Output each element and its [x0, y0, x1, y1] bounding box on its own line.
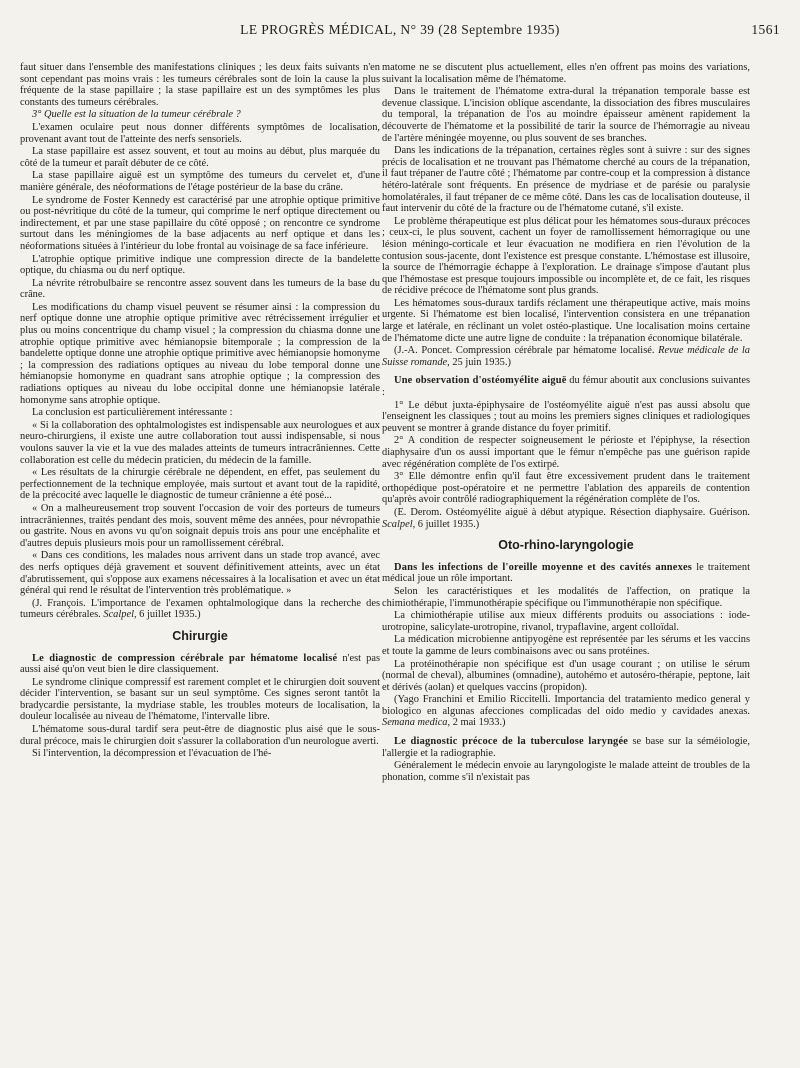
paragraph: La conclusion est particulièrement intéressante :: [32, 407, 233, 419]
reference-date: , 25 juin 1935.): [447, 356, 511, 368]
section-title-oto-rhino-laryngologie: Oto-rhino-laryngologie: [498, 538, 634, 553]
reference-journal: Scalpel: [103, 609, 134, 621]
paragraph: Dans les indications de la trépanation, certaines règles sont à suivre : sur des signes précis de localisation et ne trouvant pas l'hématome cherché au cours de la trépanation, il faut trépaner de l'autre côté ; l'hématome par contre-coup et la compression à distance hétéro-latérale sont fréquents. En présence de mydriase et de parésie ou paralysie homolatérales, il faut trépaner de ce même côté. Dans les cas de localisation douteuse, il faut intervenir du côté de la fracture ou de l'hématome cutané, s'il existe.: [382, 145, 750, 215]
article-lead-text: du fémur aboutit aux conclusions suivantes :: [382, 375, 750, 399]
article-lead-text: se base sur la séméiologie, l'allergie et la radiographie.: [382, 736, 750, 759]
reference-text: (E. Derom. Ostéomyélite aiguë à début atypique. Résection diaphysaire. Guérison.: [394, 506, 750, 518]
paragraph: Le syndrome de Foster Kennedy est caractérisé par une atrophie optique primitive ou post-névritique du côté de la tumeur, qui comprime le nerf optique directement ou indirectement, et par une stase papillaire du côté opposé ; on rencontre ce syndrome surtout dans les méningiomes de la base adjacents au nerf optique et dans les néoformations situées à l'intérieur du lobe frontal au voisinage de sa face inférieure.: [20, 194, 380, 252]
article-heading: Le diagnostic de compression cérébrale par hématome localisé: [32, 652, 338, 664]
quote-paragraph: « Si la collaboration des ophtalmologistes est indispensable aux neurologues et aux neuro-chirurgiens, il existe une autre collaboration tout aussi indispensable, si nous voulons sauver la vie et la vue des malades atteints de tumeurs intracrâniennes. Cette collaboration est celle du médecin praticien, du médecin de la famille.: [20, 419, 380, 466]
quote-paragraph: « Dans ces conditions, les malades nous arrivent dans un stade trop avancé, avec des nerfs optiques déjà gravement et souvent définitivement atteints, avec un état d'abrutissement, qui s'oppose aux examens nécessaires à la localisation et avec un état général qui rend le résultat de l'intervention très problématique. »: [20, 550, 380, 597]
article-heading: Une observation d'ostéomyélite aiguë: [394, 375, 567, 387]
paragraph: L'hématome sous-dural tardif sera peut-être de diagnostic plus aisé que le sous-dural précoce, mais le chirurgien doit s'assurer la collaboration d'un neurologue averti.: [20, 724, 380, 747]
paragraph: La névrite rétrobulbaire se rencontre assez souvent dans les tumeurs de la base du crâne.: [20, 277, 380, 301]
quote-paragraph: « On a malheureusement trop souvent l'occasion de voir des porteurs de tumeurs intracrâniennes, traités pendant des mois, souvent même des années, pour névropathie ou gastrite. Nous en avons vu qu'on soignait depuis trois ans pour une encéphalite et d'autres depuis plusieurs mois pour un ramollissement cérébral.: [20, 502, 380, 549]
paragraph: La chimiothérapie utilise aux mieux différents produits ou associations : iode-urotropine, salicylate-urotropine, rivanol, trypaflavine, argent colloïdal.: [382, 610, 750, 633]
article-heading: Le diagnostic précoce de la tuberculose laryngée: [394, 736, 629, 748]
reference-date: , 2 mai 1933.): [447, 717, 506, 729]
article-lead: [382, 562, 750, 585]
paragraph: La médication microbienne antipyogène est représentée par les sérums et les vaccins et toute la gamme de leurs combinaisons avec ou sans protéines.: [382, 634, 750, 657]
paragraph: Si l'intervention, la décompression et l'évacuation de l'hé-: [32, 748, 272, 760]
reference-text: (J.-A. Poncet. Compression cérébrale par hématome localisé.: [394, 345, 659, 357]
reference-date: , 6 juillet 1935.): [133, 609, 201, 621]
page-header: [20, 22, 780, 42]
paragraph: 1° Le début juxta-épiphysaire de l'ostéomyélite aiguë n'est pas aussi absolu que l'enseignent les classiques ; tout au moins les premiers signes cliniques et radiologiques peuvent se montrer à grande distance du foyer primitif.: [382, 399, 750, 434]
right-column: [382, 62, 750, 784]
reference: [382, 345, 750, 368]
paragraph: L'atrophie optique primitive indique une compression directe de la bandelette optique, du chiasma ou du nerf optique.: [20, 253, 380, 277]
paragraph: Le problème thérapeutique est plus délicat pour les hématomes sous-duraux précoces ; ceux-ci, le plus souvent, cachent un foyer de ramollissement hémorragique ou une lésion méningo-corticale et leur évacuation ne modifiera en rien l'évolution de la contusion sous-jacente, dont l'existence est presque constante. L'hémostase est illusoire, la source de l'hémorragie échappe à l'exploration. Le drainage s'impose d'autant plus que l'hémostase est presque toujours impossible ou incomplète et, de ce fait, les risques de récidive précoce de l'hématome sont plus grands.: [382, 215, 750, 297]
paragraph: matome ne se discutent plus actuellement, elles n'en offrent pas moins des variations, suivant la localisation même de l'hématome.: [382, 62, 750, 85]
paragraph: Les modifications du champ visuel peuvent se résumer ainsi : la compression du nerf optique donne une atrophie optique primitive avec rétrécissement irrégulier et plus ou moins concentrique du champ visuel ; la compression du chiasma donne une atrophie optique primitive avec hémianopsie bitemporale ; la compression de la bandelette optique donne une atrophie optique primitive avec hémianopsie homonyme ; la compression des radiations optiques au niveau du lobe temporal donne une hémianopsie homonyme en quadrant sans atrophie optique ; la compression des radiations optiques au niveau du lobe occipital donne une hémianopsie latérale homonyme sans atrophie optique.: [20, 301, 380, 406]
left-column: [20, 62, 380, 761]
reference-text: (J. François. L'importance de l'examen ophtalmologique dans la recherche des tumeurs cérébrales.: [20, 597, 380, 621]
paragraph: 3° Elle démontre enfin qu'il faut être excessivement prudent dans le traitement orthopédique post-opératoire et ne permettre l'ablation des appareils de contention qu'après avoir contrôlé radiographiquement la régénération complète de l'os.: [382, 471, 750, 506]
article-lead: [382, 375, 750, 398]
article-lead-text: n'est pas aussi aisé qu'on veut bien le dire classiquement.: [20, 652, 380, 676]
paragraph: Selon les caractéristiques et les modalités de l'affection, on pratique la chimiothérapie, l'immunothérapie spécifique ou l'immunothérapie non spécifique.: [382, 585, 750, 609]
paragraph: Les hématomes sous-duraux tardifs réclament une thérapeutique active, mais moins urgente. Si l'hématome est bien localisé, l'intervention consistera en une trépanation large et latérale, en réclinant un volet ostéo-plastique. Une localisation moins certaine de l'hématome dicte une autre ligne de conduite : la trépanation économique bilatérale.: [382, 297, 750, 344]
paragraph: Généralement le médecin envoie au laryngologiste le malade atteint de troubles de la phonation, comme s'il n'existait pas: [382, 760, 750, 783]
reference: [20, 598, 380, 621]
reference-journal: Semana medica: [382, 717, 448, 729]
reference: [382, 694, 750, 729]
reference-journal: Revue médicale de la Suisse romande: [382, 345, 750, 368]
quote-paragraph: « Les résultats de la chirurgie cérébrale ne dépendent, en effet, pas seulement du perfectionnement de la technique employée, mais surtout et avant tout de la rapidité, de la précocité avec laquelle le diagnostic de tumeur crânienne a été posé...: [20, 467, 380, 502]
paragraph: faut situer dans l'ensemble des manifestations cliniques ; les deux faits suivants n'en sont cependant pas moins vrais : les tumeurs cérébrales sont de loin la cause la plus fréquente de la stase papillaire ; la stase papillaire est un des symptômes les plus constants des tumeurs cérébrales.: [20, 62, 380, 108]
page-number: 1561: [751, 22, 780, 37]
paragraph: La stase papillaire aiguë est un symptôme des tumeurs du cervelet et, d'une manière générale, des néoformations de l'étage postérieur de la base du crâne.: [20, 170, 380, 193]
reference-date: , 6 juillet 1935.): [412, 518, 480, 530]
section-title-chirurgie: Chirurgie: [172, 628, 228, 643]
reference: [382, 507, 750, 530]
paragraph: Dans le traitement de l'hématome extra-dural la trépanation temporale basse est devenue classique. L'incision oblique ascendante, la dissociation des fibres musculaires du temporal, la trépanation de l'os au moindre épaisseur amènent rapidement la découverte de l'hématome et la possibilité de tarir la source de l'hémorragie au niveau de l'artère méningée moyenne, ou plus souvent de ses branches.: [382, 86, 750, 144]
journal-title: LE PROGRÈS MÉDICAL, N° 39 (28 Septembre 1935): [240, 22, 560, 37]
article-lead: [382, 736, 750, 759]
question-heading: 3° Quelle est la situation de la tumeur cérébrale ?: [32, 109, 241, 121]
reference-text: (Yago Franchini et Emilio Riccitelli. Importancia del tratamiento medico general y biologico en algunas afecciones complicadas del oido medio y cavidades anexas.: [382, 694, 750, 717]
article-lead-text: le traitement médical joue un rôle important.: [382, 561, 750, 585]
article-heading: Dans les infections de l'oreille moyenne et des cavités annexes: [394, 561, 693, 573]
paragraph: L'examen oculaire peut nous donner différents symptômes de localisation, provenant avant tout de l'atteinte des nerfs sensoriels.: [20, 121, 380, 145]
paragraph: 2° A condition de respecter soigneusement le périoste et l'épiphyse, la résection diaphysaire d'un os aussi important que le fémur n'empêche pas une guérison rapide avec régénération complète de l'os extirpé.: [382, 435, 750, 470]
paragraph: Le syndrome clinique compressif est rarement complet et le chirurgien doit souvent décider l'intervention, se basant sur un seul symptôme. Ces signes seront tantôt la bradycardie persistante, la mydriase stable, les troubles moteurs de localisation, la douleur localisée au niveau de l'hématome, l'intervalle libre.: [20, 676, 380, 723]
article-lead: [20, 653, 380, 676]
paragraph: La protéinothérapie non spécifique est d'un usage courant ; on utilise le sérum (normal de cheval), albumines (omnadine), autohémo et autoséro-thérapie, peptone, lait et dérivés (aolan) et quelques vaccins (propidon).: [382, 658, 750, 693]
reference-journal: Scalpel: [382, 518, 413, 530]
paragraph: La stase papillaire est assez souvent, et tout au moins au début, plus marquée du côté de la tumeur et paraît débuter de ce côté.: [20, 146, 380, 169]
